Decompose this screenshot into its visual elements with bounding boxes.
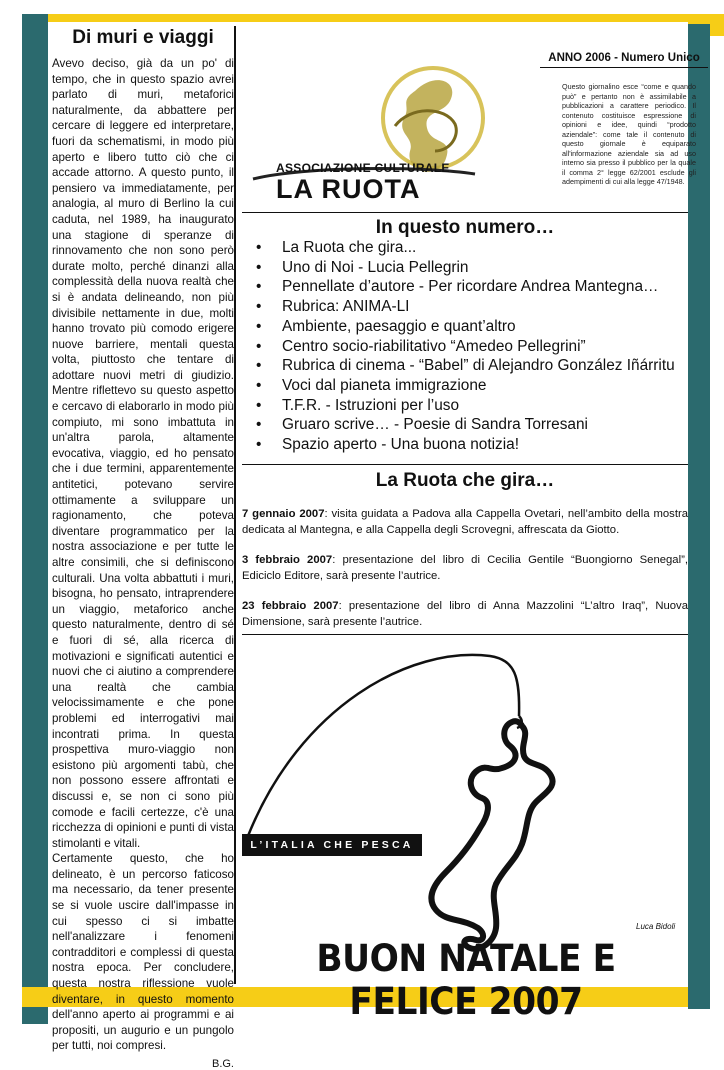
bullet-icon: •: [256, 337, 262, 355]
toc-item: [256, 337, 675, 357]
toc-list: [256, 238, 675, 455]
toc-item: [256, 277, 675, 297]
event-date: 23 febbraio 2007: [242, 600, 339, 612]
issue-label: ANNO 2006 - Numero Unico: [548, 52, 700, 64]
toc-item: [256, 435, 675, 455]
bullet-icon: •: [256, 376, 262, 394]
event-text: : presentazione del libro di Cecilia Gentile “Buongiorno Senegal”, Ediciclo Editore, sarà presente l’autrice.: [242, 554, 688, 582]
events-top-rule: [242, 464, 688, 465]
toc-item: [256, 396, 675, 416]
issue-underline: [540, 67, 708, 68]
toc-title: In questo numero…: [375, 217, 555, 238]
bullet-icon: •: [256, 396, 262, 414]
toc-item-label: Spazio aperto - Una buona notizia!: [282, 436, 519, 454]
bullet-icon: •: [256, 436, 262, 454]
event-text: : presentazione del libro di Anna Mazzolini “L’altro Iraq”, Nuova Dimensione, sarà presente l’autrice.: [242, 600, 688, 628]
toc-item: [256, 376, 675, 396]
event-item: [242, 598, 688, 630]
events-list: [242, 506, 688, 644]
toc-item: [256, 415, 675, 435]
toc-item-label: Ambiente, paesaggio e quant’altro: [282, 317, 516, 335]
toc-item-label: T.F.R. - Istruzioni per l’uso: [282, 396, 460, 414]
left-article-title: Di muri e viaggi: [72, 27, 214, 48]
illustration-top-rule: [242, 634, 688, 635]
bullet-icon: •: [256, 357, 262, 375]
event-date: 3 febbraio 2007: [242, 554, 333, 566]
left-teal-band: [22, 14, 48, 1024]
bullet-icon: •: [256, 258, 262, 276]
fishing-italy-illustration: [240, 636, 686, 976]
toc-item-label: Uno di Noi - Lucia Pellegrin: [282, 258, 469, 276]
logo-figure-icon: [402, 80, 452, 172]
logo-name: LA RUOTA: [276, 174, 421, 204]
toc-item-label: Rubrica di cinema - “Babel” di Alejandro González Iñárritu: [282, 357, 675, 375]
toc-item-label: Gruaro scrive… - Poesie di Sandra Torresani: [282, 416, 588, 434]
logo-subtitle: ASSOCIAZIONE CULTURALE: [276, 161, 450, 175]
toc-item: [256, 297, 675, 317]
event-text: : visita guidata a Padova alla Cappella Ovetari, nell’ambito della mostra dedicata al Mantegna, e alla Cappella degli Scrovegni, affrescata da Giotto.: [242, 508, 689, 536]
bullet-icon: •: [256, 298, 262, 316]
toc-item-label: Pennellate d’autore - Per ricordare Andrea Mantegna…: [282, 278, 659, 296]
event-date: 7 gennaio 2007: [242, 508, 325, 520]
toc-item-label: La Ruota che gira...: [282, 239, 417, 256]
italy-map-icon: [431, 721, 552, 949]
fishing-line: [248, 655, 519, 836]
artist-signature: Luca Bidoli: [636, 922, 676, 931]
left-article-body: Avevo deciso, già da un po' di tempo, che in questo spazio avrei parlato di muri, metaforici naturalmente, da abbattere per cercare di leggere ed interpretare, fuori da schematismi, in modo più aperto e libero tutto ciò che ci accade attorno. A questo punto, il pensiero va immediatamente, per analogia, al muro di Berlino la cui caduta, nel 1989, ha inaugurato una stagione di speranze di rinnovamento che non sono però durate molto, perché dinanzi alla complessità della nuova realtà che si è andata delineando, non più divisibile nettamente in due, molti hanno trovato più comodo erigere nuove barriere, mentali questa volta, piuttosto che tentare di adottare nuovi metri di giudizio. Mentre riflettevo su questo aspetto e cercavo di elaborarlo in modo più compiuto, mi sono imbattuta in un'altra parola, altamente evocativa, viaggio, ed ho pensato che i due termini, apparentemente antitetici, potevano servire ottimamente a sviluppare un ragionamento, che poteva diventare programmatico per la nostra associazione e per tutte le altre consimili, che si definiscono culturali. Una volta abbattuti i muri, bisogna, ho pensato, intraprendere un viaggio, metaforico anche questo naturalmente, dentro di sé e fuori di sé, alla ricerca di motivazioni e significati autentici e nuovi che ci aiutino a comprendere una realtà che cambia velocissimamente e che pone problemi ed interrogativi mai incontrati prima. In questa prospettiva muro-viaggio non esistono più argomenti tabù, che non possono essere affrontati e discussi e, se non ci sono più comode e facili certezze, c'è una ricchezza di opinioni e punti di vista stimolanti e vitali.: [52, 57, 234, 850]
toc-item-label: Voci dal pianeta immigrazione: [282, 376, 487, 394]
bullet-icon: •: [256, 278, 262, 296]
events-title: La Ruota che gira…: [375, 470, 555, 491]
bullet-icon: •: [256, 317, 262, 335]
left-article: [52, 26, 234, 1070]
event-item: [242, 552, 688, 584]
toc-item: [256, 317, 675, 337]
toc-item: [256, 356, 675, 376]
toc-item: [256, 258, 675, 278]
event-item: [242, 506, 688, 538]
toc-top-rule: [242, 212, 688, 213]
disclaimer-text: Questo giornalino esce “come e quando può” e pertanto non è assimilabile a pubblicazioni a carattere periodico. Il contenuto costituisce espressione di opinioni e idee, quindi “prodotto aziendale”: come tale il contenuto di questo giornale è equiparato all'informazione aziendale sia ad uso interno sia presso il pubblico per la quale il comma 2° legge 62/2001 esclude gli adempimenti di cui alla legge 47/1948.: [562, 82, 696, 186]
bullet-icon: •: [256, 416, 262, 434]
toc-item-label: Centro socio-riabilitativo “Amedeo Pellegrini”: [282, 337, 586, 355]
left-article-signature: B.G.: [211, 1058, 234, 1070]
left-article-body-2: Certamente questo, che ho delineato, è un percorso faticoso ma necessario, da tener presente se si vuole uscire dall'impasse in cui spesso ci si imbatte nell'analizzare i fenomeni contradditori e complessi di questa nostra epoca. Per concludere, questa nostra riflessione vuole diventare, in questo momento dell'anno aperto ai programmi e ai propositi, un augurio e un pungolo per tutti, noi compresi.: [52, 852, 234, 1053]
bullet-icon: •: [256, 239, 262, 256]
toc-item: [256, 238, 675, 258]
italia-banner: L’ITALIA CHE PESCA: [242, 834, 422, 856]
holiday-greeting: BUON NATALE E FELICE 2007: [316, 937, 616, 1023]
toc-item-label: Rubrica: ANIMA-LI: [282, 298, 410, 316]
column-divider: [234, 26, 236, 984]
